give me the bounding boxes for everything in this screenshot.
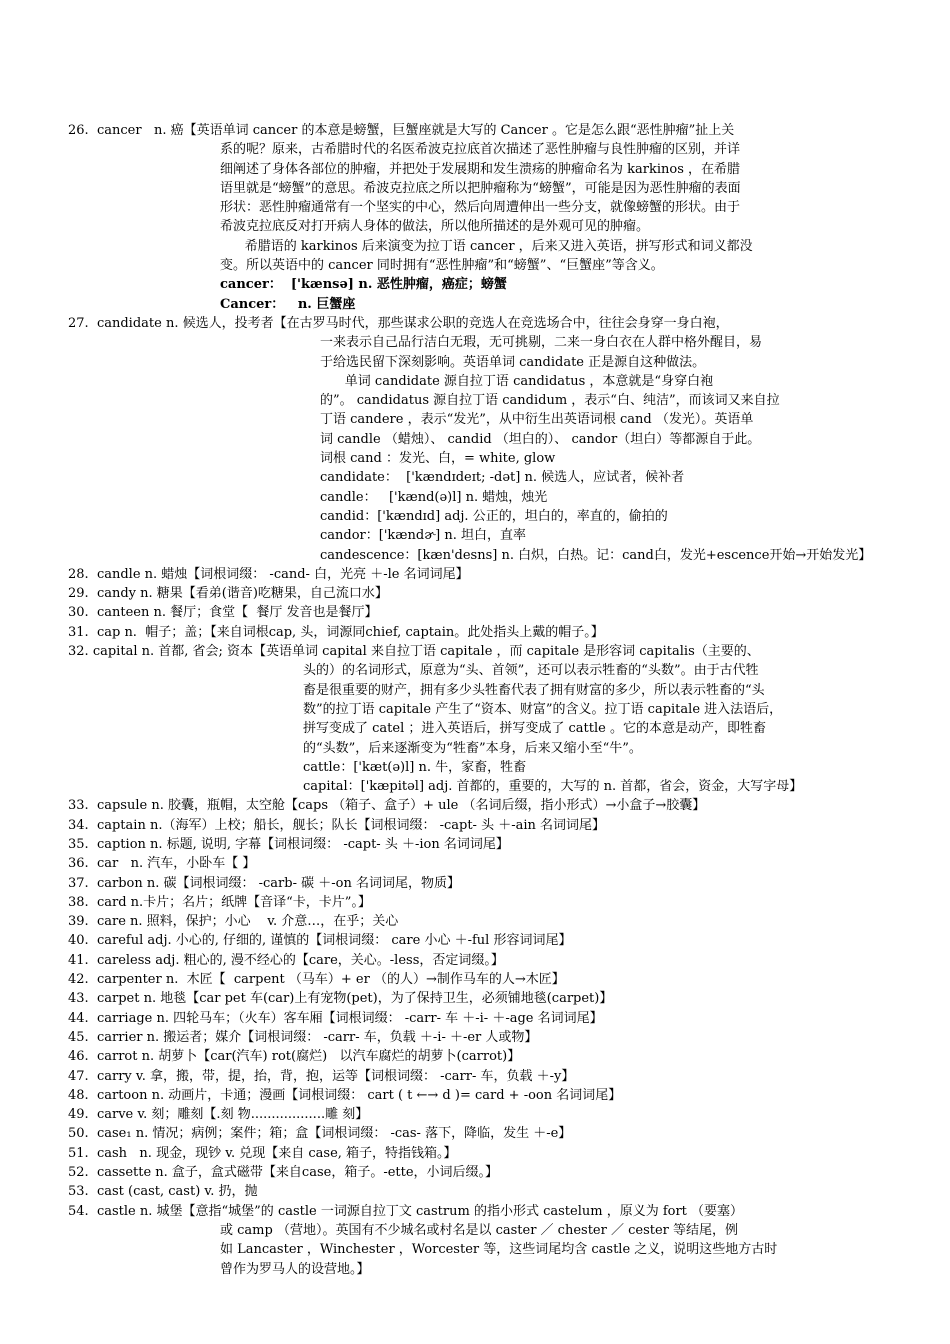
entry-cassette	[68, 1163, 888, 1182]
entry-line: Cancer： n. 巨蟹座	[220, 296, 356, 312]
entry-number: 37.	[68, 875, 89, 891]
entry-number: 27.	[68, 315, 89, 331]
entry-line: 词 candle （蜡烛）、 candid （坦白的）、 candor（坦白）等都源自于此。	[320, 431, 761, 447]
entry-number: 51.	[68, 1145, 89, 1161]
entry-text: capsule n. 胶囊，瓶帽，太空舱【caps （箱子、盒子）+ ule （名词后缀，指小形式）→小盒子→胶囊】	[96, 798, 706, 814]
entry-number: 32.	[68, 644, 89, 660]
entry-first-line	[68, 121, 888, 140]
entry-carrot	[68, 1047, 888, 1066]
entry-line: 畜是很重要的财产，拥有多少头牲畜代表了拥有财富的多少，所以表示牲畜的“头	[303, 682, 765, 698]
entry-text: card n.卡片；名片；纸牌【音译“卡，卡片”。】	[96, 894, 371, 910]
entry-number: 40.	[68, 933, 89, 949]
entry-line: 于给选民留下深刻影响。英语单词 candidate 正是源自这种做法。	[320, 354, 706, 370]
entry-carve	[68, 1105, 888, 1124]
entry-careless	[68, 951, 888, 970]
entry-line: candle： ['kænd(ə)l] n. 蜡烛，烛光	[320, 489, 548, 505]
entry-headword: cancer n. 癌	[96, 123, 184, 138]
entry-candle	[68, 565, 888, 584]
entry-number: 52.	[68, 1165, 89, 1181]
entry-body	[303, 661, 888, 796]
entry-careful	[68, 931, 888, 950]
entry-cap	[68, 623, 888, 642]
entry-text: carve v. 刻；雕刻【.刻 物..................雕 刻】	[96, 1107, 369, 1123]
entry-text: cap n. 帽子；盖；【来自词根cap, 头，词源同chief, captain。此处指头上戴的帽子。】	[96, 624, 604, 640]
entry-line: 词根 cand ：发光、白，= white, glow	[320, 451, 556, 467]
entry-text: cartoon n. 动画片，卡通；漫画【词根词缀： cart ( t ←→ d )= card + -oon 名词词尾】	[96, 1087, 622, 1103]
entry-text: 【意指“城堡”的 castle 一词源自拉丁文 castrum 的指小形式 castelum ，原义为 fort （要塞）	[182, 1203, 744, 1219]
entry-castle	[68, 1202, 888, 1279]
entry-text: 【英语单词 capital 来自拉丁语 capitale ，而 capitale 是形容词 capitalis（主要的、	[253, 644, 760, 660]
entry-line: candor：['kændɚ] n. 坦白，直率	[320, 528, 527, 544]
entry-line: 如 Lancaster ，Winchester ，Worcester 等，这些词尾均含 castle 之义，说明这些地方古时	[220, 1242, 778, 1258]
entry-line: 一来表示自己品行洁白无瑕，无可挑剔，二来一身白衣在人群中格外醒目，易	[320, 335, 763, 351]
entry-text: candy n. 糖果【看弟(谐音)吃糖果，自己流口水】	[96, 586, 388, 602]
entry-line: 曾作为罗马人的设营地。】	[220, 1261, 370, 1277]
entry-capital	[68, 642, 888, 796]
entry-number: 48.	[68, 1087, 89, 1103]
entry-carrier	[68, 1028, 888, 1047]
entry-body	[220, 1221, 888, 1279]
entry-number: 44.	[68, 1010, 89, 1026]
entry-cartoon	[68, 1086, 888, 1105]
entry-canteen	[68, 603, 888, 622]
entry-carriage	[68, 1009, 888, 1028]
entry-text: carpenter n. 木匠【 carpent （马车）+ er （的人）→制作马车的人→木匠】	[96, 972, 565, 988]
entry-carpet	[68, 989, 888, 1008]
entry-candidate	[68, 314, 888, 565]
entry-number: 46.	[68, 1049, 89, 1065]
entry-line: 拼写变成了 catel ；进入英语后，拼写变成了 cattle 。它的本意是动产，即牲畜	[303, 721, 766, 737]
entry-first-line	[68, 1202, 888, 1221]
entry-number: 42.	[68, 972, 89, 988]
entry-line: 系的呢？原来，古希腊时代的名医希波克拉底首次描述了恶性肿瘤与良性肿瘤的区别，并详	[220, 142, 741, 158]
entry-number: 31.	[68, 624, 89, 640]
entry-text: carrier n. 搬运者；媒介【词根词缀： -carr- 车，负载 ＋-i- ＋-er 人或物】	[96, 1029, 538, 1045]
entry-text: cast (cast, cast) v. 扔，抛	[96, 1184, 258, 1200]
entry-car	[68, 854, 888, 873]
entry-number: 38.	[68, 894, 89, 910]
entry-carry	[68, 1067, 888, 1086]
entry-number: 45.	[68, 1029, 89, 1045]
entry-carbon	[68, 874, 888, 893]
entry-text: careful adj. 小心的, 仔细的, 谨慎的【词根词缀： care 小心 ＋-ful 形容词词尾】	[96, 933, 572, 949]
entry-captain	[68, 816, 888, 835]
entry-line: 细阐述了身体各部位的肿瘤，并把处于发展期和发生溃疡的肿瘤命名为 karkinos ，在希腊	[220, 161, 741, 177]
entry-text: carbon n. 碳【词根词缀： -carb- 碳 ＋-on 名词词尾，物质】	[96, 875, 460, 891]
entry-number: 29.	[68, 586, 89, 602]
entry-number: 54.	[68, 1203, 89, 1219]
entry-text: cassette n. 盒子，盒式磁带【来自case，箱子。-ette，小词后缀。】	[96, 1165, 499, 1181]
entry-number: 53.	[68, 1184, 89, 1200]
entry-number: 26.	[68, 123, 89, 138]
entry-text: case₁ n. 情况；病例；案件；箱；盒【词根词缀： -cas- 落下，降临，发生 ＋-e】	[96, 1126, 572, 1142]
entry-carpenter	[68, 970, 888, 989]
entry-line: candidate： ['kændɪdeɪt; -dət] n. 候选人，应试者，候补者	[320, 470, 685, 486]
entry-text: captain n.（海军）上校；船长，舰长；队长【词根词缀： -capt- 头 ＋-ain 名词词尾】	[96, 817, 606, 833]
entry-headword: candidate n. 候选人，投考者	[96, 315, 274, 331]
entry-line: 希腊语的 karkinos 后来演变为拉丁语 cancer ，后来又进入英语，拼写形式和词义都没	[220, 238, 753, 254]
entry-number: 35.	[68, 836, 89, 852]
entry-text: car n. 汽车，小卧车【 】	[96, 856, 256, 872]
entry-text: careless adj. 粗心的, 漫不经心的【care，关心。-less，否定词缀。】	[96, 952, 504, 968]
entry-text: carry v. 拿，搬，带，提，抬，背，抱，运等【词根词缀： -carr- 车，负载 ＋-y】	[96, 1068, 575, 1084]
entry-line: 丁语 candere ，表示“发光”，从中衍生出英语词根 cand （发光）。英语单	[320, 412, 754, 428]
entry-number: 43.	[68, 991, 89, 1007]
entry-cancer	[68, 121, 888, 314]
entry-number: 50.	[68, 1126, 89, 1142]
entry-text: care n. 照料，保护；小心 v. 介意…，在乎；关心	[96, 914, 399, 930]
entry-number: 39.	[68, 914, 89, 930]
entry-text: 【英语单词 cancer 的本意是螃蟹，巨蟹座就是大写的 Cancer 。它是怎么跟“恶性肿瘤”扯上关	[183, 123, 735, 138]
entry-headword: castle n. 城堡	[96, 1203, 183, 1219]
entry-number: 49.	[68, 1107, 89, 1123]
entry-body	[220, 140, 888, 314]
entry-line: 数”的拉丁语 capitale 产生了“资本、财富”的含义。拉丁语 capitale 进入法语后，	[303, 701, 783, 717]
entry-line: candid：['kændɪd] adj. 公正的，坦白的，率直的，偷拍的	[320, 508, 668, 524]
entry-number: 33.	[68, 798, 89, 814]
entry-text: cash n. 现金，现钞 v. 兑现【来自 case, 箱子，特指钱箱。】	[96, 1145, 457, 1161]
entry-body	[320, 333, 888, 565]
entry-line: 形状：恶性肿瘤通常有一个坚实的中心，然后向周遭伸出一些分支，就像螃蟹的形状。由于	[220, 200, 741, 216]
entry-line: cancer： ['kænsə] n. 恶性肿瘤，癌症；螃蟹	[220, 277, 507, 293]
entry-number: 47.	[68, 1068, 89, 1084]
entry-text: carrot n. 胡萝卜【car(汽车) rot(腐烂) 以汽车腐烂的胡萝卜(carrot)】	[96, 1049, 521, 1065]
entry-text: 【在古罗马时代，那些谋求公职的竞选人在竞选场合中，往往会身穿一身白袍，	[273, 315, 729, 331]
entry-line: 的“头数”，后来逐渐变为“牲畜”本身，后来又缩小至“牛”。	[303, 740, 642, 756]
entry-number: 28.	[68, 566, 89, 582]
entry-capsule	[68, 796, 888, 815]
entry-line: cattle：['kæt(ə)l] n. 牛，家畜，牲畜	[303, 759, 527, 775]
entry-first-line	[68, 314, 888, 333]
entry-text: caption n. 标题, 说明, 字幕【词根词缀： -capt- 头 ＋-ion 名词词尾】	[96, 836, 509, 852]
entry-care	[68, 912, 888, 931]
entry-case	[68, 1124, 888, 1143]
entry-text: candle n. 蜡烛【词根词缀： -cand- 白，光亮 ＋-le 名词词尾】	[96, 566, 469, 582]
entry-number: 34.	[68, 817, 89, 833]
entry-first-line	[68, 642, 888, 661]
entry-line: 头的）的名词形式，原意为“头、首领”，还可以表示牲畜的“头数”。由于古代牲	[303, 663, 759, 679]
entry-number: 30.	[68, 605, 89, 621]
entry-text: carpet n. 地毯【car pet 车(car)上有宠物(pet)，为了保持卫生，必须铺地毯(carpet)】	[96, 991, 613, 1007]
entry-cast	[68, 1182, 888, 1201]
entry-card	[68, 893, 888, 912]
entry-text: carriage n. 四轮马车；（火车）客车厢【词根词缀： -carr- 车 ＋-i- ＋-age 名词词尾】	[96, 1010, 603, 1026]
entry-caption	[68, 835, 888, 854]
entry-line: capital：['kæpitəl] adj. 首都的，重要的，大写的 n. 首都，省会，资金，大写字母】	[303, 779, 803, 795]
entry-line: 单词 candidate 源自拉丁语 candidatus ，本意就是“身穿白袍	[320, 373, 714, 389]
entry-line: 希波克拉底反对打开病人身体的做法，所以他所描述的是外观可见的肿瘤。	[220, 219, 650, 235]
entry-line: 的”。 candidatus 源自拉丁语 candidum ，表示“白、纯洁”，而该词又来自拉	[320, 393, 780, 409]
entry-cash	[68, 1144, 888, 1163]
entry-line: candescence：[kæn'desns] n. 白炽，白热。记：cand白，发光+escence开始→开始发光】	[320, 547, 872, 563]
entry-candy	[68, 584, 888, 603]
entry-headword: capital n. 首都, 省会; 资本	[92, 644, 254, 660]
entry-line: 变。所以英语中的 cancer 同时拥有“恶性肿瘤”和“螃蟹”、“巨蟹座”等含义。	[220, 258, 664, 274]
entry-line: 或 camp （营地）。英国有不少城名或村名是以 caster ／ chester ／ cester 等结尾，例	[220, 1222, 739, 1238]
entry-list	[68, 121, 888, 1279]
entry-number: 41.	[68, 952, 89, 968]
entry-text: canteen n. 餐厅；食堂【 餐厅 发音也是餐厅】	[96, 605, 378, 621]
entry-line: 语里就是“螃蟹”的意思。希波克拉底之所以把肿瘤称为“螃蟹”，可能是因为恶性肿瘤的表面	[220, 180, 741, 196]
entry-number: 36.	[68, 856, 89, 872]
